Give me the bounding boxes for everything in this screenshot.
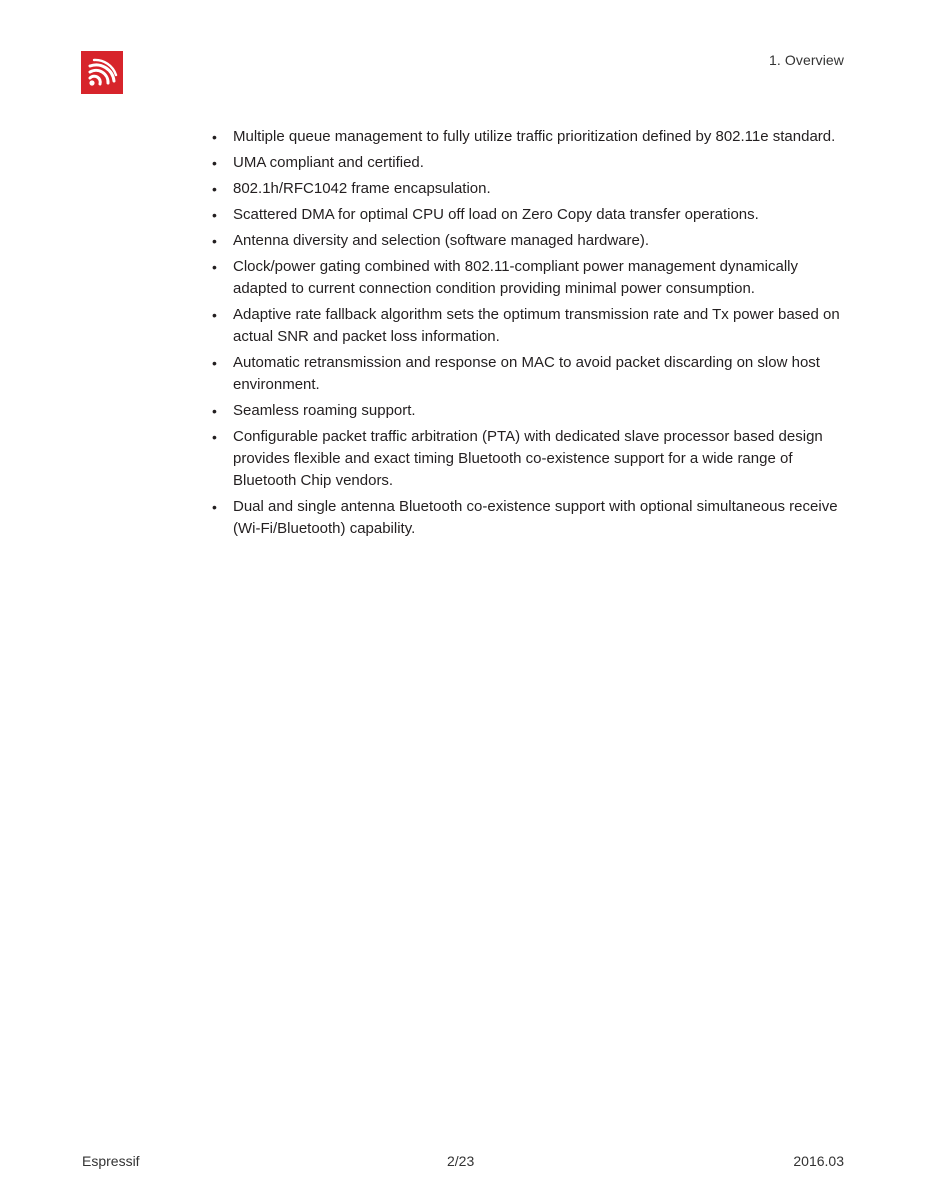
bullet-icon: • [212,355,217,371]
list-item: • Automatic retransmission and response on MAC to avoid packet discarding on slow host environment. [212,354,820,393]
bullet-icon: • [212,233,217,249]
list-item: • Dual and single antenna Bluetooth co-existence support with optional simultaneous receive (Wi-Fi/Bluetooth) capability. [212,498,838,537]
list-item: • Scattered DMA for optimal CPU off load on Zero Copy data transfer operations. [212,204,840,226]
bullet-icon: • [212,403,217,419]
feature-list [212,126,840,544]
espressif-logo-icon [81,51,123,94]
bullet-icon: • [212,181,217,197]
list-item: • Clock/power gating combined with 802.11-compliant power management dynamically adapted to current connection condition providing minimal power consumption. [212,258,799,297]
footer-company: Espressif [82,1153,140,1169]
footer-date: 2016.03 [793,1153,844,1169]
list-item: • Configurable packet traffic arbitration (PTA) with dedicated slave processor based design provides flexible and exact timing Bluetooth co-existence support for a wide range of Bluetooth Chip vendors. [212,428,823,489]
bullet-icon: • [212,307,217,323]
footer-page-number: 2/23 [447,1153,475,1169]
list-item: • UMA compliant and certified. [212,152,840,174]
list-item: • Multiple queue management to fully utilize traffic prioritization defined by 802.11e standard. [212,126,840,148]
list-item: • Antenna diversity and selection (software managed hardware). [212,230,840,252]
bullet-icon: • [212,129,217,145]
list-item: • Seamless roaming support. [212,400,840,422]
bullet-icon: • [212,155,217,171]
list-item: • 802.1h/RFC1042 frame encapsulation. [212,178,840,200]
bullet-icon: • [212,429,217,445]
list-item: • Adaptive rate fallback algorithm sets the optimum transmission rate and Tx power based on actual SNR and packet loss information. [212,306,840,345]
section-title: 1. Overview [768,52,844,68]
bullet-icon: • [212,207,217,223]
bullet-icon: • [212,259,217,275]
bullet-icon: • [212,499,217,515]
